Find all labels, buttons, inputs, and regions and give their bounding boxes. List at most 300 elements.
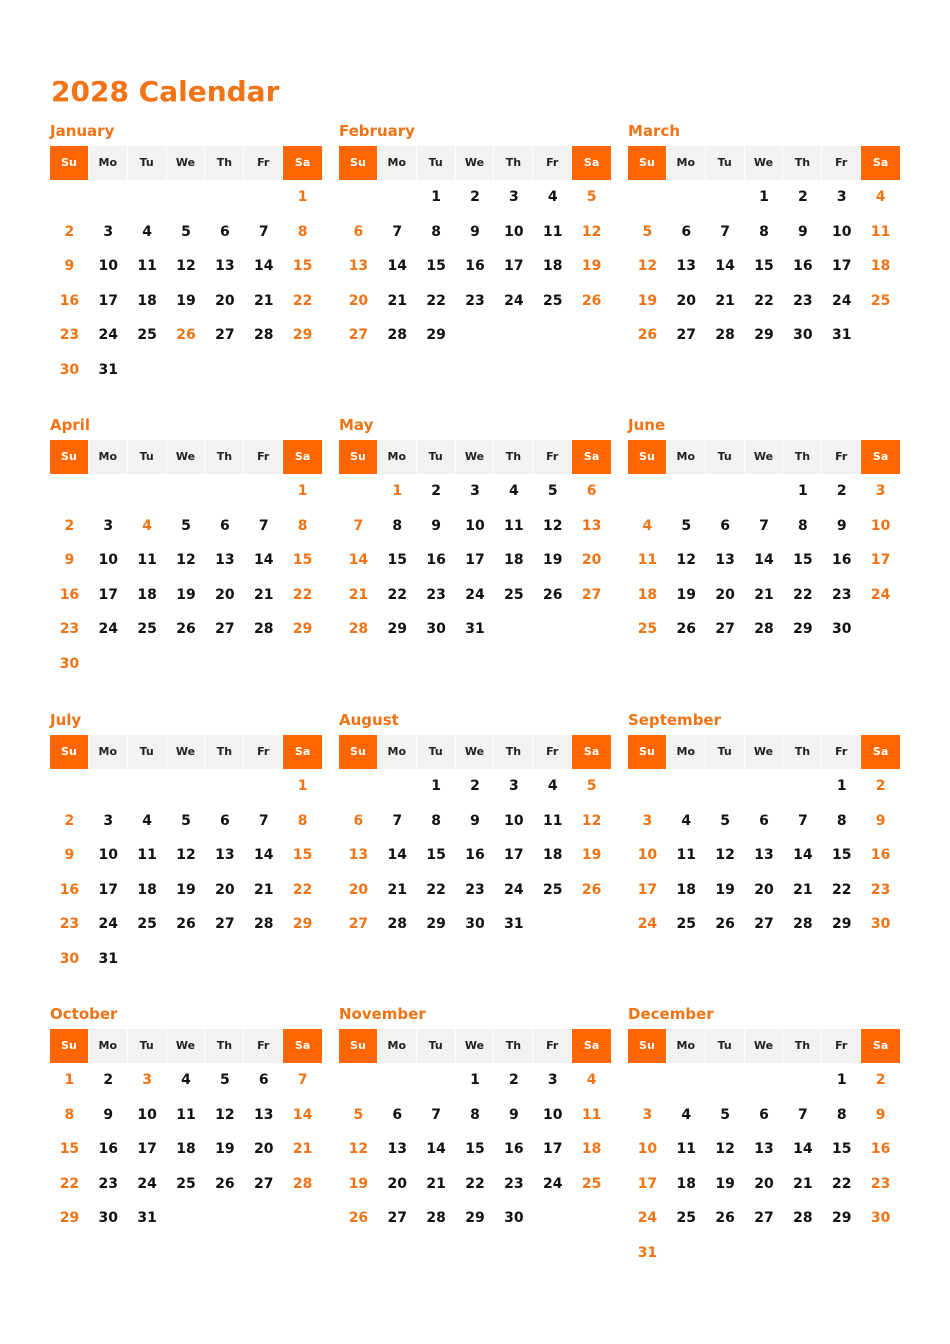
day-cell: 3 — [103, 812, 114, 829]
month-march — [628, 120, 900, 353]
day-cell: 25 — [176, 1175, 196, 1192]
day-cell: 8 — [759, 223, 769, 240]
day-cell: 24 — [831, 292, 852, 309]
day-cell: 1 — [297, 189, 308, 205]
day-cell: 20 — [754, 1175, 774, 1192]
day-cell: 27 — [253, 1175, 274, 1192]
day-cell: 30 — [426, 621, 446, 637]
day-cell: 30 — [465, 916, 485, 932]
day-cell: 5 — [181, 223, 191, 240]
day-cell: 15 — [292, 552, 313, 568]
weekday-header — [339, 735, 611, 769]
day-cell: 10 — [504, 223, 524, 240]
weekday-label: Su — [50, 146, 89, 180]
day-cell: 19 — [715, 881, 735, 898]
day-cell: 9 — [470, 223, 480, 240]
day-cell: 5 — [642, 223, 653, 240]
day-cell: 6 — [720, 517, 731, 534]
day-cell: 16 — [59, 292, 80, 309]
day-cell: 16 — [59, 586, 80, 603]
day-cell: 14 — [426, 1141, 446, 1157]
day-cell: 9 — [875, 812, 886, 829]
day-cell: 14 — [253, 258, 274, 274]
day-cell: 19 — [676, 586, 697, 603]
day-cell: 5 — [219, 1072, 230, 1088]
day-cell: 4 — [586, 1072, 597, 1088]
day-cell: 19 — [542, 552, 563, 568]
day-cell: 1 — [297, 483, 308, 499]
day-cell: 1 — [64, 1072, 75, 1088]
weekday-header — [628, 735, 900, 769]
day-cell: 22 — [831, 1175, 852, 1192]
weekday-label: Tu — [706, 735, 745, 769]
day-cell: 15 — [465, 1141, 485, 1157]
day-cell: 1 — [470, 1072, 480, 1088]
day-cell: 18 — [676, 881, 697, 898]
day-cell: 21 — [253, 881, 274, 898]
day-cell: 7 — [258, 223, 269, 240]
day-cell: 10 — [98, 258, 119, 274]
day-cell: 23 — [504, 1175, 524, 1192]
day-cell: 3 — [142, 1072, 153, 1088]
weekday-label: Su — [339, 1029, 378, 1063]
day-cell: 17 — [542, 1141, 563, 1157]
day-cell: 25 — [137, 621, 157, 637]
weekday-label: Mo — [89, 1029, 128, 1063]
month-name: October — [50, 1005, 118, 1023]
weekday-label: Th — [205, 146, 244, 180]
day-cell: 30 — [59, 655, 80, 672]
day-cell: 11 — [176, 1106, 196, 1123]
day-cell: 11 — [137, 552, 157, 568]
weekday-label: Mo — [667, 146, 706, 180]
weekday-label: We — [456, 735, 495, 769]
day-cell: 2 — [508, 1072, 519, 1088]
weekday-header — [628, 146, 900, 180]
weekday-label: Fr — [822, 146, 861, 180]
weekday-label: Su — [339, 146, 378, 180]
day-grid — [339, 474, 611, 647]
day-cell: 23 — [831, 586, 852, 603]
weekday-label: Th — [783, 1029, 822, 1063]
weekday-label: Tu — [128, 735, 167, 769]
day-cell: 28 — [426, 1210, 446, 1226]
day-cell: 26 — [715, 916, 735, 932]
month-october — [50, 1003, 322, 1236]
day-cell: 11 — [137, 258, 157, 274]
day-cell: 1 — [836, 1072, 847, 1088]
day-cell: 2 — [797, 189, 808, 205]
month-name: July — [50, 711, 82, 729]
weekday-label: Th — [783, 735, 822, 769]
weekday-label: We — [167, 146, 206, 180]
day-cell: 12 — [715, 847, 735, 863]
day-cell: 26 — [176, 621, 196, 637]
day-cell: 15 — [831, 847, 852, 863]
day-grid — [339, 769, 611, 942]
day-cell: 4 — [142, 517, 153, 534]
day-cell: 9 — [797, 223, 808, 240]
day-cell: 3 — [836, 189, 847, 205]
weekday-header — [628, 1029, 900, 1063]
day-cell: 14 — [793, 1141, 813, 1157]
day-cell: 22 — [59, 1175, 80, 1192]
weekday-label: Fr — [822, 1029, 861, 1063]
day-cell: 26 — [348, 1210, 369, 1226]
day-cell: 13 — [581, 517, 602, 534]
day-cell: 16 — [504, 1141, 524, 1157]
day-cell: 22 — [831, 881, 852, 898]
day-cell: 10 — [637, 1141, 658, 1157]
day-cell: 23 — [465, 881, 485, 898]
day-cell: 30 — [870, 1210, 891, 1226]
weekday-label: Sa — [572, 440, 611, 474]
day-cell: 19 — [176, 881, 196, 898]
day-cell: 28 — [387, 916, 408, 932]
day-cell: 22 — [292, 586, 313, 603]
day-cell: 29 — [292, 327, 313, 343]
day-cell: 8 — [297, 223, 308, 240]
day-cell: 5 — [181, 517, 191, 534]
day-cell: 14 — [387, 847, 408, 863]
day-cell: 1 — [297, 778, 308, 794]
day-cell: 27 — [754, 916, 774, 932]
day-cell: 27 — [715, 621, 735, 637]
day-cell: 7 — [353, 517, 364, 534]
weekday-label: Th — [783, 440, 822, 474]
month-may — [339, 414, 611, 647]
day-cell: 31 — [637, 1244, 658, 1261]
day-cell: 4 — [181, 1072, 191, 1088]
day-cell: 10 — [98, 847, 119, 863]
day-cell: 2 — [875, 778, 886, 794]
day-cell: 14 — [253, 847, 274, 863]
weekday-label: Su — [50, 1029, 89, 1063]
weekday-label: Fr — [533, 146, 572, 180]
day-cell: 24 — [637, 916, 658, 932]
month-september — [628, 709, 900, 942]
page-title: 2028 Calendar — [51, 75, 280, 108]
day-cell: 20 — [215, 586, 235, 603]
day-cell: 12 — [715, 1141, 735, 1157]
day-cell: 5 — [720, 1106, 731, 1123]
day-cell: 18 — [137, 586, 157, 603]
day-cell: 23 — [59, 916, 80, 932]
day-cell: 29 — [465, 1210, 485, 1226]
day-cell: 6 — [219, 223, 230, 240]
month-august — [339, 709, 611, 942]
day-cell: 9 — [431, 517, 442, 534]
day-cell: 27 — [215, 621, 235, 637]
day-cell: 27 — [348, 327, 369, 343]
day-cell: 7 — [797, 1106, 808, 1123]
day-cell: 2 — [64, 517, 75, 534]
day-cell: 26 — [176, 916, 196, 932]
day-cell: 25 — [137, 327, 157, 343]
day-cell: 16 — [59, 881, 80, 898]
day-cell: 4 — [875, 189, 886, 205]
day-cell: 16 — [465, 847, 485, 863]
day-cell: 3 — [508, 189, 519, 205]
day-cell: 2 — [836, 483, 847, 499]
weekday-header — [339, 440, 611, 474]
day-cell: 18 — [637, 586, 658, 603]
day-cell: 1 — [431, 189, 442, 205]
day-cell: 28 — [793, 1210, 813, 1226]
day-cell: 23 — [870, 881, 891, 898]
day-cell: 16 — [831, 552, 852, 568]
day-cell: 12 — [542, 517, 563, 534]
weekday-label: Su — [50, 735, 89, 769]
day-cell: 24 — [542, 1175, 563, 1192]
day-cell: 29 — [59, 1210, 80, 1226]
month-name: August — [339, 711, 399, 729]
weekday-label: Mo — [378, 1029, 417, 1063]
weekday-header — [339, 1029, 611, 1063]
day-cell: 15 — [754, 258, 774, 274]
day-cell: 10 — [504, 812, 524, 829]
day-cell: 25 — [637, 621, 658, 637]
day-cell: 13 — [215, 258, 235, 274]
day-cell: 8 — [797, 517, 808, 534]
weekday-label: Tu — [706, 1029, 745, 1063]
weekday-label: Fr — [244, 146, 283, 180]
day-cell: 26 — [581, 292, 602, 309]
weekday-label: Mo — [378, 735, 417, 769]
weekday-label: Mo — [667, 735, 706, 769]
day-cell: 1 — [759, 189, 769, 205]
day-cell: 31 — [137, 1210, 157, 1226]
weekday-label: We — [745, 1029, 784, 1063]
day-cell: 3 — [103, 517, 114, 534]
day-cell: 15 — [387, 552, 408, 568]
day-cell: 31 — [831, 327, 852, 343]
day-cell: 21 — [793, 881, 813, 898]
day-cell: 4 — [142, 812, 153, 829]
weekday-label: Sa — [283, 735, 322, 769]
day-cell: 17 — [637, 881, 658, 898]
day-cell: 9 — [64, 847, 75, 863]
day-cell: 18 — [504, 552, 524, 568]
weekday-label: Tu — [706, 440, 745, 474]
day-cell: 8 — [64, 1106, 75, 1123]
day-cell: 3 — [875, 483, 886, 499]
day-cell: 19 — [715, 1175, 735, 1192]
day-cell: 23 — [465, 292, 485, 309]
day-cell: 24 — [637, 1210, 658, 1226]
day-cell: 17 — [98, 586, 119, 603]
day-cell: 18 — [176, 1141, 196, 1157]
day-cell: 2 — [470, 778, 480, 794]
day-cell: 29 — [754, 327, 774, 343]
day-cell: 8 — [392, 517, 403, 534]
weekday-label: Su — [628, 1029, 667, 1063]
weekday-header — [628, 440, 900, 474]
day-cell: 2 — [64, 812, 75, 829]
day-cell: 13 — [348, 258, 369, 274]
day-cell: 30 — [59, 361, 80, 378]
day-cell: 12 — [176, 258, 196, 274]
day-cell: 4 — [642, 517, 653, 534]
day-cell: 14 — [387, 258, 408, 274]
day-cell: 16 — [426, 552, 446, 568]
day-cell: 19 — [348, 1175, 369, 1192]
weekday-label: Th — [205, 440, 244, 474]
day-cell: 31 — [98, 361, 119, 378]
day-cell: 23 — [426, 586, 446, 603]
day-cell: 28 — [754, 621, 774, 637]
day-cell: 21 — [387, 292, 408, 309]
day-cell: 3 — [508, 778, 519, 794]
weekday-label: Fr — [533, 735, 572, 769]
day-cell: 19 — [215, 1141, 235, 1157]
day-cell: 1 — [836, 778, 847, 794]
day-cell: 21 — [348, 586, 369, 603]
day-cell: 16 — [793, 258, 813, 274]
weekday-label: Su — [628, 440, 667, 474]
day-cell: 24 — [137, 1175, 157, 1192]
weekday-label: Th — [205, 1029, 244, 1063]
month-name: December — [628, 1005, 714, 1023]
month-june — [628, 414, 900, 647]
day-cell: 17 — [465, 552, 485, 568]
weekday-label: Th — [494, 735, 533, 769]
month-december — [628, 1003, 900, 1270]
weekday-label: Su — [628, 146, 667, 180]
month-november — [339, 1003, 611, 1236]
day-cell: 21 — [253, 586, 274, 603]
day-cell: 27 — [348, 916, 369, 932]
weekday-label: We — [167, 440, 206, 474]
day-grid — [50, 180, 322, 387]
day-cell: 20 — [715, 586, 735, 603]
day-cell: 10 — [542, 1106, 563, 1123]
day-cell: 11 — [137, 847, 157, 863]
day-cell: 12 — [676, 552, 697, 568]
day-cell: 7 — [392, 812, 403, 829]
day-cell: 26 — [215, 1175, 235, 1192]
day-cell: 10 — [637, 847, 658, 863]
day-cell: 5 — [586, 778, 597, 794]
day-cell: 17 — [831, 258, 852, 274]
day-cell: 25 — [870, 292, 891, 309]
day-cell: 24 — [98, 327, 119, 343]
day-cell: 12 — [176, 847, 196, 863]
day-cell: 19 — [176, 292, 196, 309]
day-cell: 5 — [586, 189, 597, 205]
day-cell: 31 — [504, 916, 524, 932]
day-grid — [50, 474, 322, 681]
day-cell: 11 — [504, 517, 524, 534]
day-cell: 5 — [547, 483, 558, 499]
weekday-label: Mo — [378, 146, 417, 180]
day-cell: 20 — [215, 292, 235, 309]
day-cell: 27 — [676, 327, 697, 343]
day-cell: 5 — [720, 812, 731, 829]
day-cell: 13 — [754, 1141, 774, 1157]
weekday-label: Mo — [667, 440, 706, 474]
day-cell: 23 — [59, 621, 80, 637]
day-cell: 15 — [292, 258, 313, 274]
day-cell: 25 — [581, 1175, 602, 1192]
weekday-label: Tu — [128, 1029, 167, 1063]
weekday-label: Mo — [667, 1029, 706, 1063]
day-grid — [50, 769, 322, 976]
day-cell: 11 — [870, 223, 891, 240]
day-cell: 19 — [581, 847, 602, 863]
day-cell: 3 — [547, 1072, 558, 1088]
day-cell: 17 — [637, 1175, 658, 1192]
day-cell: 29 — [292, 621, 313, 637]
day-cell: 15 — [426, 258, 446, 274]
day-cell: 10 — [98, 552, 119, 568]
day-cell: 15 — [59, 1141, 80, 1157]
day-cell: 3 — [642, 1106, 653, 1123]
day-cell: 25 — [504, 586, 524, 603]
day-cell: 27 — [215, 916, 235, 932]
day-cell: 30 — [98, 1210, 119, 1226]
weekday-label: We — [456, 440, 495, 474]
day-cell: 29 — [426, 916, 446, 932]
weekday-label: We — [167, 1029, 206, 1063]
day-cell: 16 — [98, 1141, 119, 1157]
day-cell: 9 — [875, 1106, 886, 1123]
weekday-label: Tu — [417, 735, 456, 769]
day-cell: 11 — [581, 1106, 602, 1123]
day-cell: 17 — [137, 1141, 157, 1157]
day-cell: 4 — [681, 812, 692, 829]
day-cell: 11 — [637, 552, 658, 568]
month-name: June — [628, 416, 666, 434]
weekday-label: Th — [205, 735, 244, 769]
day-cell: 7 — [431, 1106, 442, 1123]
day-cell: 21 — [292, 1141, 313, 1157]
weekday-label: Tu — [417, 146, 456, 180]
day-cell: 4 — [508, 483, 519, 499]
day-cell: 14 — [348, 552, 369, 568]
day-cell: 8 — [297, 812, 308, 829]
day-cell: 7 — [720, 223, 731, 240]
day-cell: 8 — [836, 1106, 847, 1123]
weekday-label: Sa — [861, 440, 900, 474]
month-january — [50, 120, 322, 387]
day-cell: 21 — [715, 292, 735, 309]
weekday-label: Mo — [378, 440, 417, 474]
weekday-header — [50, 735, 322, 769]
day-cell: 6 — [219, 517, 230, 534]
day-cell: 8 — [836, 812, 847, 829]
day-cell: 27 — [581, 586, 602, 603]
day-cell: 29 — [426, 327, 446, 343]
weekday-label: We — [456, 146, 495, 180]
day-cell: 17 — [504, 258, 524, 274]
day-cell: 27 — [215, 327, 235, 343]
day-cell: 30 — [870, 916, 891, 932]
day-cell: 30 — [793, 327, 813, 343]
day-cell: 12 — [581, 812, 602, 829]
month-name: March — [628, 122, 681, 140]
day-cell: 11 — [542, 223, 563, 240]
day-cell: 28 — [253, 916, 274, 932]
day-cell: 29 — [793, 621, 813, 637]
day-cell: 22 — [465, 1175, 485, 1192]
day-cell: 17 — [98, 881, 119, 898]
day-cell: 6 — [681, 223, 692, 240]
weekday-label: Sa — [572, 735, 611, 769]
weekday-header — [50, 1029, 322, 1063]
day-cell: 9 — [836, 517, 847, 534]
day-cell: 28 — [715, 327, 735, 343]
